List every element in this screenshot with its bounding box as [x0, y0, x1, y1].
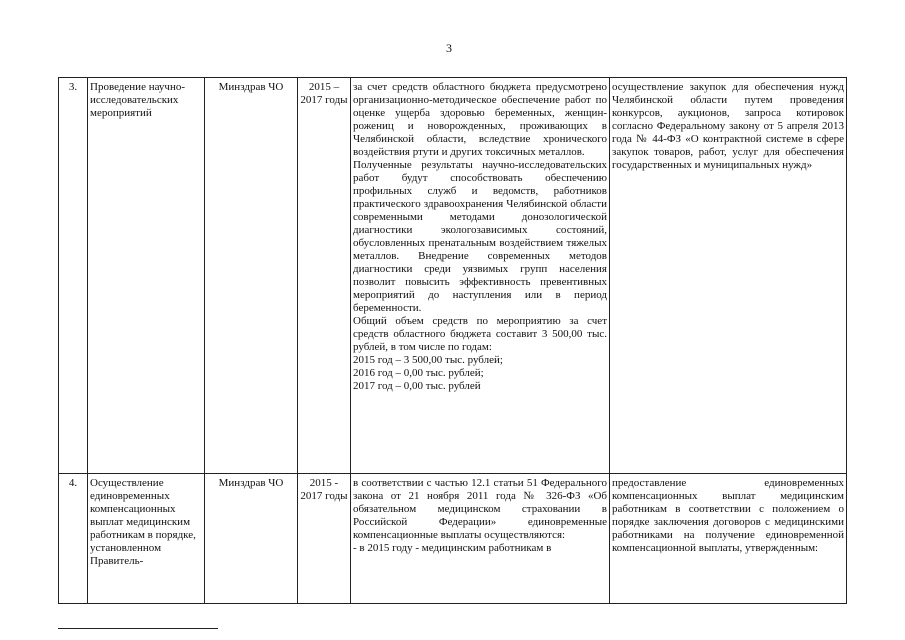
- mechanism-text: осуществление закупок для обеспечения нужд Челябинской области путем проведения конкурсов, аукционов, запроса котировок согласно Федеральному закону от 5 апреля 2013 года № 44-ФЗ «О контрактной системе в сфере закупок товаров, работ, услуг для обеспечения государственных и муниципальных нужд»: [612, 81, 844, 171]
- row-number: 4.: [59, 474, 88, 604]
- executor: Минздрав ЧО: [205, 474, 298, 604]
- term: 2015 – 2017 годы: [298, 78, 351, 474]
- measure-name: Проведение научно-исследовательских мероприятий: [88, 78, 205, 474]
- financing-text: - в 2015 году - медицинским работникам в: [353, 542, 552, 554]
- financing-cell: [351, 78, 610, 474]
- row-number: 3.: [59, 78, 88, 474]
- financing-text: в соответствии с частью 12.1 статьи 51 Федерального закона от 21 ноября 2011 года № 326-ФЗ «Об обязательном медицинском страховании в Российской Федерации» единовременные компенсационные выплаты осуществляются:: [353, 477, 607, 541]
- footnote-rule: [58, 628, 218, 629]
- mechanism-text: предоставление единовременных компенсационных выплат медицинским работникам в соответствии с положением о порядке заключения договоров с медицинскими работниками на получение единовременной компенсационной выплаты, утвержденным:: [612, 477, 844, 554]
- financing-text: Полученные результаты научно-исследовательских работ будут способствовать обеспечению профильных служб и ведомств, работников практического здравоохранения Челябинской области современными методами донозологической диагностики экологозависимых состояний, обусловленных пренатальным воздействием тяжелых металлов. Внедрение современных методов диагностики среди уязвимых групп населения позволит повысить эффективность превентивных мероприятий до наступления или в период беременности.: [353, 159, 607, 314]
- page-number: 3: [446, 41, 452, 55]
- financing-year: 2017 год – 0,00 тыс. рублей: [353, 380, 481, 392]
- mechanism-cell: [610, 474, 847, 604]
- financing-year: 2015 год – 3 500,00 тыс. рублей;: [353, 354, 503, 366]
- mechanism-cell: [610, 78, 847, 474]
- financing-cell: [351, 474, 610, 604]
- measure-name: Осуществление единовременных компенсационных выплат медицинским работникам в порядке, установленном Правитель-: [88, 474, 205, 604]
- financing-text: Общий объем средств по мероприятию за счет средств областного бюджета составит 3 500,00 тыс. рублей, в том числе по годам:: [353, 315, 607, 353]
- financing-year: 2016 год – 0,00 тыс. рублей;: [353, 367, 484, 379]
- financing-text: за счет средств областного бюджета предусмотрено организационно-методическое обеспечение работ по оценке ущерба здоровью беременных, женщин-рожениц и новорожденных, проживающих в Челябинской области, вследствие хронического воздействия ртути и других токсичных металлов.: [353, 81, 607, 158]
- measures-table: [58, 77, 847, 604]
- table-row: [59, 78, 847, 474]
- table-row: [59, 474, 847, 604]
- term: 2015 - 2017 годы: [298, 474, 351, 604]
- executor: Минздрав ЧО: [205, 78, 298, 474]
